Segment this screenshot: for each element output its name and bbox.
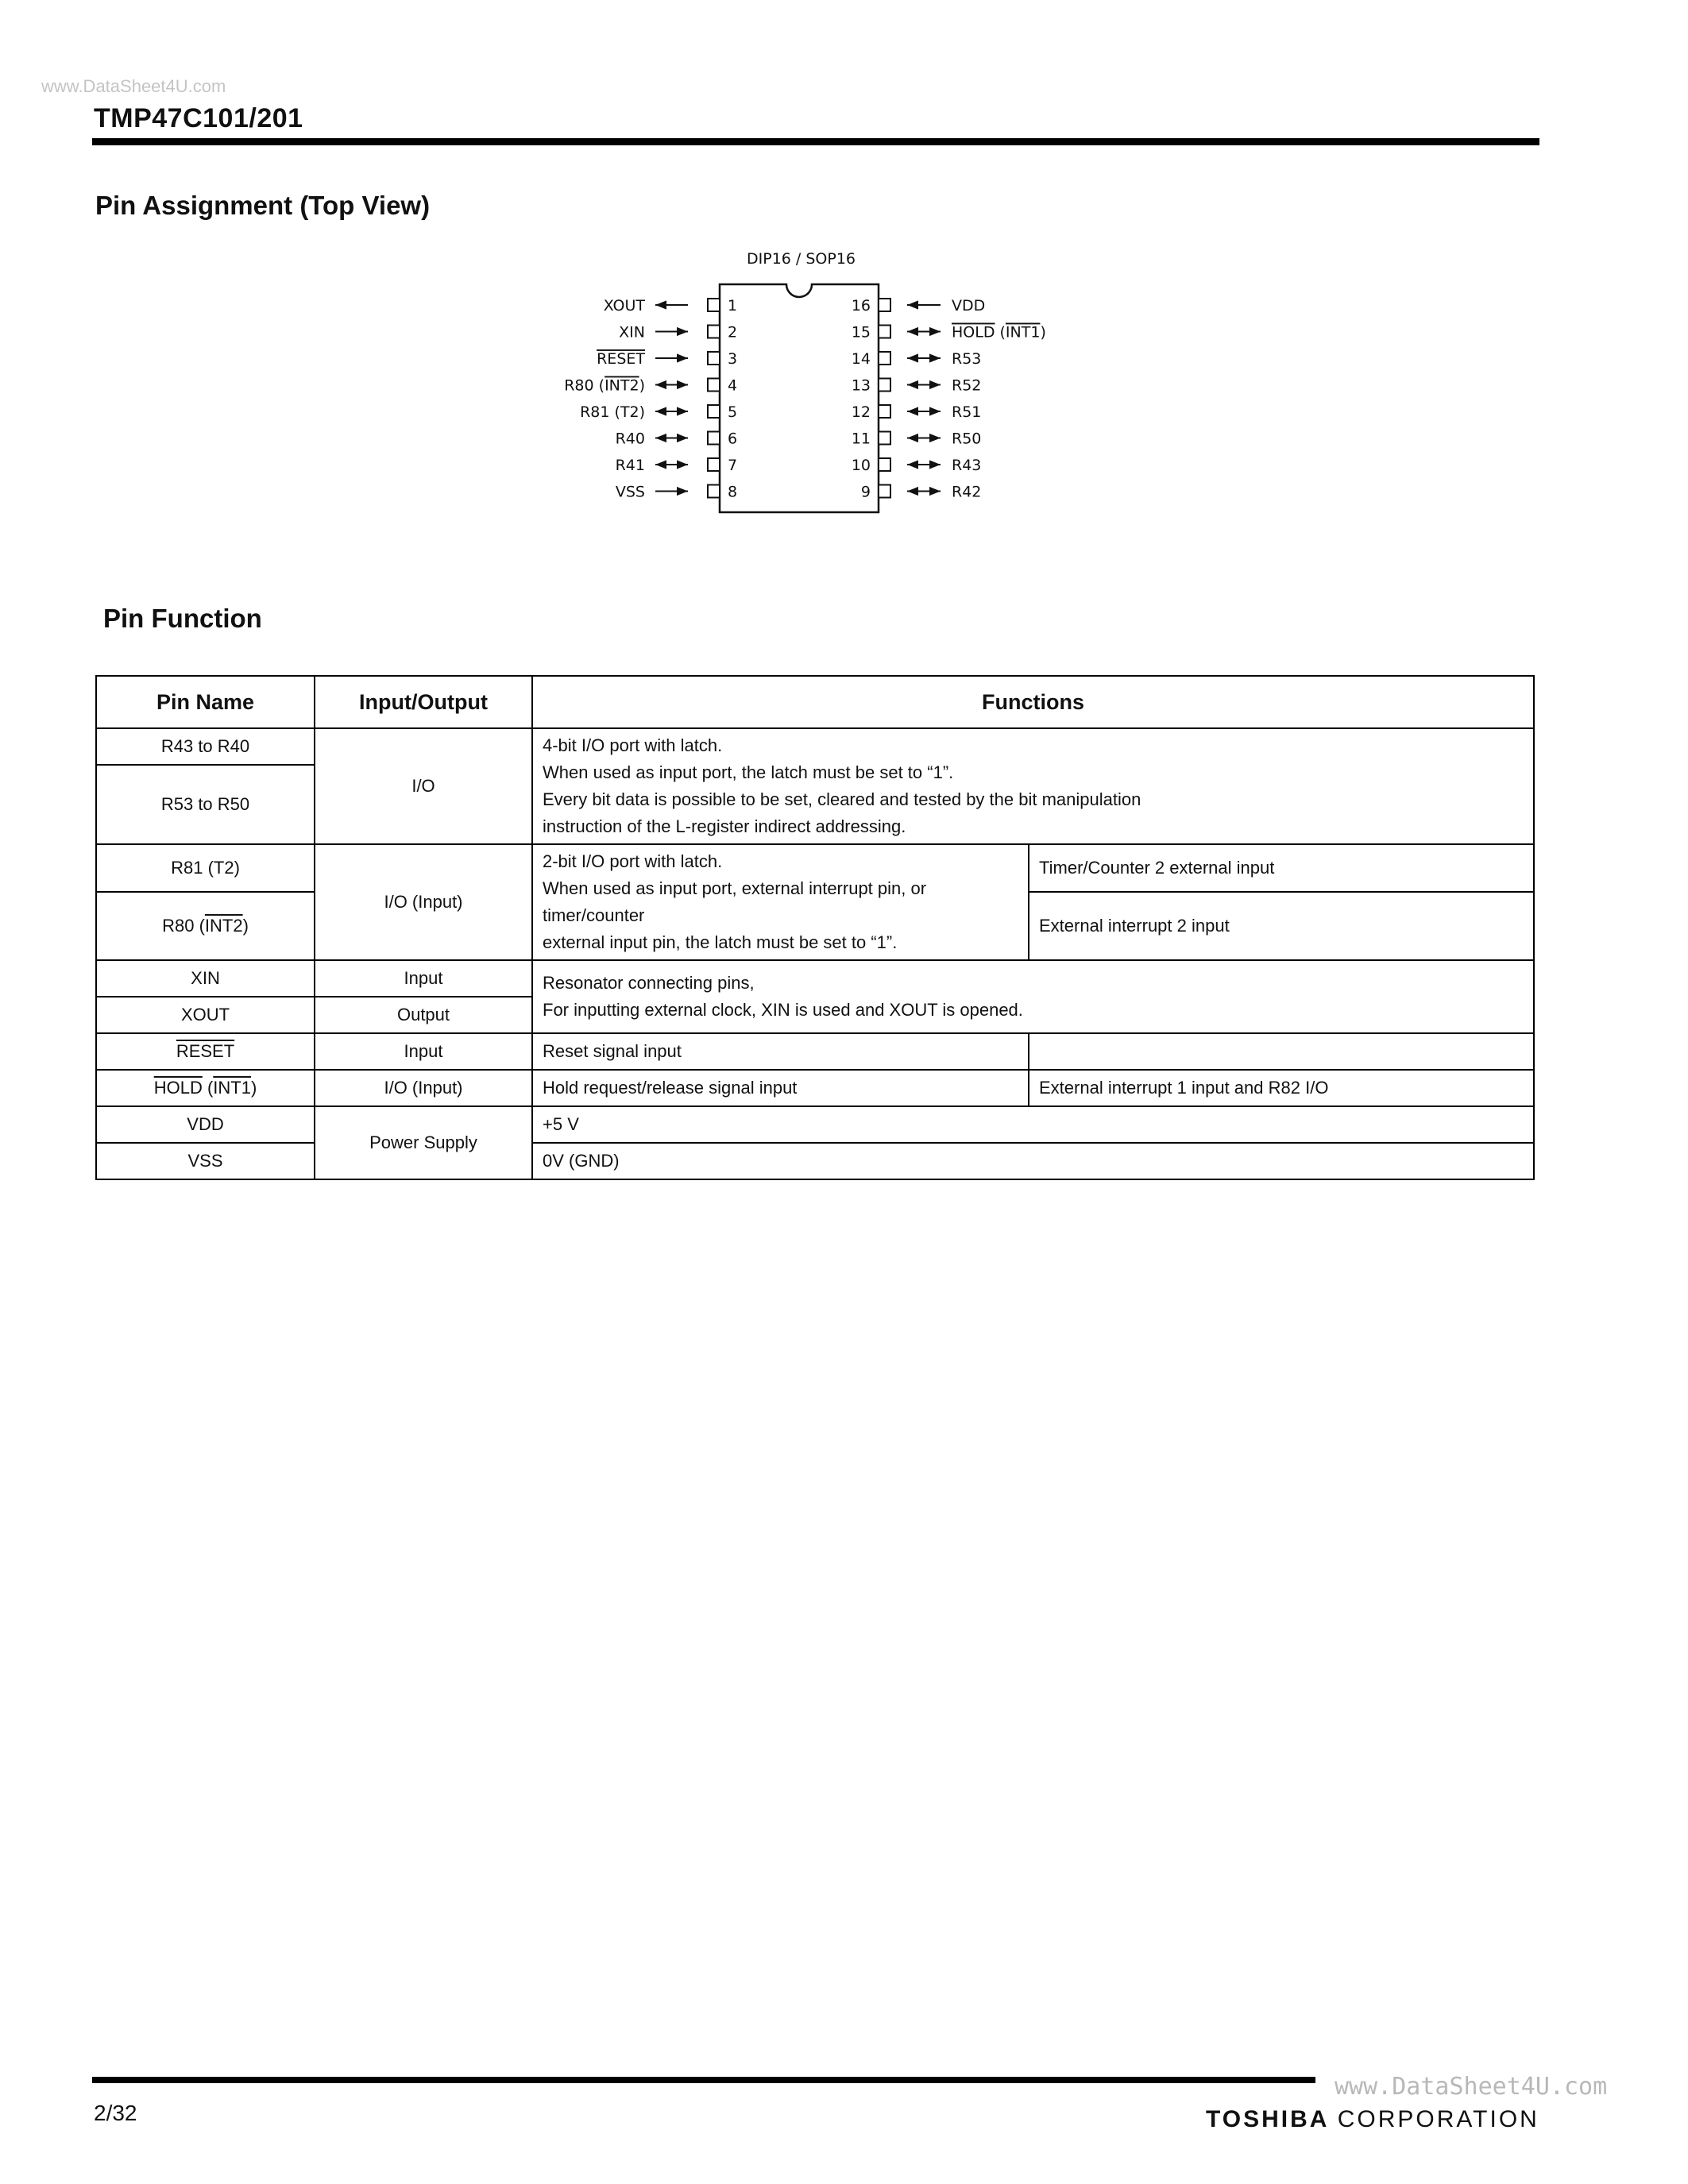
table-row — [96, 728, 1534, 765]
pin-number: 14 — [851, 350, 871, 368]
pin-pad — [708, 485, 720, 498]
pin-pad — [708, 299, 720, 311]
pin-left-4 — [564, 377, 737, 395]
pin-number: 3 — [728, 350, 738, 368]
table-row — [96, 1106, 1534, 1143]
pin-assignment-heading: Pin Assignment (Top View) — [95, 191, 431, 220]
function-line: external input pin, the latch must be set to “1”. — [543, 932, 898, 952]
pin-pad — [879, 458, 890, 471]
pin-pad — [879, 432, 890, 445]
pin-right-16 — [852, 297, 985, 314]
pin-left-6 — [616, 430, 737, 448]
pin-number: 10 — [851, 457, 871, 474]
extra-function-cell — [1029, 1033, 1534, 1070]
pin-label: R43 — [952, 457, 982, 474]
function-cell — [532, 960, 1534, 1033]
pin-name-part: R80 ( — [162, 915, 205, 936]
pin-number: 8 — [728, 483, 738, 501]
pin-pad — [879, 485, 890, 498]
pin-left-5 — [580, 403, 737, 421]
package-label: DIP16 / SOP16 — [747, 250, 856, 268]
function-cell — [532, 728, 1534, 844]
table-row — [96, 960, 1534, 997]
pin-function-table — [95, 675, 1535, 1180]
function-line: Every bit data is possible to be set, cleared and tested by the bit manipulation — [543, 789, 1141, 809]
pin-pad — [879, 326, 890, 338]
header-rule — [92, 138, 1539, 145]
pin-label: R81 (T2) — [580, 403, 645, 421]
io-cell: Output — [315, 997, 532, 1033]
pin-pad — [708, 326, 720, 338]
pin-label: R50 — [952, 430, 982, 448]
function-line: 4-bit I/O port with latch. — [543, 735, 723, 755]
pin-number: 2 — [728, 323, 738, 341]
function-line: instruction of the L-register indirect addressing. — [543, 816, 906, 836]
pin-number: 6 — [728, 430, 738, 448]
pin-name-cell — [96, 1033, 315, 1070]
function-cell: Hold request/release signal input — [532, 1070, 1029, 1106]
pin-pad — [708, 458, 720, 471]
col-pin-name: Pin Name — [96, 676, 315, 728]
pin-label: XIN — [619, 323, 645, 341]
function-cell — [532, 844, 1029, 960]
pin-pad — [879, 299, 890, 311]
pin-right-11 — [852, 430, 982, 448]
pin-name-part: ) — [242, 915, 249, 936]
pin-label: RESET — [597, 350, 645, 368]
function-line: When used as input port, external interrupt pin, or timer/counter — [543, 878, 927, 925]
pin-name-cell — [96, 892, 315, 960]
extra-function-cell: External interrupt 2 input — [1029, 892, 1534, 960]
pin-number: 9 — [860, 483, 871, 501]
col-functions: Functions — [532, 676, 1534, 728]
pin-pad — [879, 379, 890, 392]
pin-label: VDD — [952, 297, 986, 314]
pin-pad — [708, 379, 720, 392]
pin-left-7 — [616, 457, 737, 474]
pin-right-13 — [852, 377, 982, 395]
table-header-row — [96, 676, 1534, 728]
io-cell: Input — [315, 960, 532, 997]
pin-right-10 — [852, 457, 982, 474]
function-line: When used as input port, the latch must be set to “1”. — [543, 762, 954, 782]
pin-label: XOUT — [603, 297, 645, 314]
pin-name-cell: R53 to R50 — [96, 765, 315, 844]
pin-pad — [708, 432, 720, 445]
watermark-bottom: www.DataSheet4U.com — [1335, 2073, 1608, 2101]
pin-left-8 — [616, 484, 737, 501]
pin-left-2 — [619, 324, 737, 341]
pin-label: R41 — [615, 457, 645, 474]
pin-name-part: INT2 — [204, 915, 243, 936]
table-row — [96, 1143, 1534, 1179]
pin-name-cell: XOUT — [96, 997, 315, 1033]
pin-name-part: ( — [202, 1078, 214, 1098]
pin-function-heading: Pin Function — [103, 604, 262, 633]
pin-number: 1 — [728, 297, 738, 314]
pin-pad — [708, 352, 720, 365]
watermark-top: www.DataSheet4U.com — [41, 76, 226, 96]
pin-number: 16 — [851, 297, 871, 314]
pin-right-9 — [861, 484, 981, 501]
pin-label: R53 — [952, 350, 982, 368]
pin-right-14 — [852, 350, 982, 368]
pin-number: 4 — [728, 376, 738, 395]
pin-name-part: INT1 — [213, 1078, 251, 1098]
pin-name-part: HOLD — [153, 1078, 203, 1098]
pin-diagram — [540, 238, 1112, 532]
brand-corporation: CORPORATION — [1337, 2106, 1539, 2132]
pin-label: R52 — [952, 376, 982, 395]
pin-name-part: ) — [250, 1078, 257, 1098]
table-row — [96, 844, 1534, 892]
brand-logo — [1206, 2106, 1539, 2133]
io-cell: I/O (Input) — [315, 844, 532, 960]
pin-right-15 — [852, 324, 1046, 341]
page-number: 2/32 — [94, 2101, 137, 2125]
pin-left-3 — [597, 350, 737, 368]
pin-name-cell: R81 (T2) — [96, 844, 315, 892]
extra-function-cell: External interrupt 1 input and R82 I/O — [1029, 1070, 1534, 1106]
io-cell: Power Supply — [315, 1106, 532, 1179]
pin-label: R40 — [615, 430, 645, 448]
function-cell: +5 V — [532, 1106, 1534, 1143]
pin-number: 7 — [728, 457, 738, 474]
pin-name-part: RESET — [176, 1041, 235, 1061]
table-row — [96, 1070, 1534, 1106]
pin-left-1 — [604, 297, 737, 314]
pin-number: 5 — [728, 403, 738, 421]
function-cell: 0V (GND) — [532, 1143, 1534, 1179]
table-row — [96, 1033, 1534, 1070]
pin-label: HOLD (INT1) — [952, 323, 1046, 341]
function-line: 2-bit I/O port with latch. — [543, 851, 723, 871]
ic-body — [720, 284, 879, 512]
pin-label: R42 — [952, 483, 982, 501]
pin-label: R51 — [952, 403, 982, 421]
footer-rule — [92, 2077, 1315, 2083]
pin-number: 13 — [851, 376, 871, 395]
pin-label: VSS — [615, 483, 645, 501]
pin-right-12 — [852, 403, 982, 421]
pin-pad — [879, 405, 890, 418]
io-cell: Input — [315, 1033, 532, 1070]
function-cell: Reset signal input — [532, 1033, 1029, 1070]
io-cell: I/O — [315, 728, 532, 844]
pin-number: 12 — [851, 403, 871, 421]
io-cell: I/O (Input) — [315, 1070, 532, 1106]
function-line: Resonator connecting pins, — [543, 973, 755, 993]
pin-number: 11 — [851, 430, 871, 448]
extra-function-cell: Timer/Counter 2 external input — [1029, 844, 1534, 892]
brand-name: TOSHIBA — [1206, 2106, 1329, 2132]
pin-number: 15 — [851, 323, 871, 341]
pin-pad — [879, 352, 890, 365]
pin-name-cell: XIN — [96, 960, 315, 997]
document-title: TMP47C101/201 — [94, 103, 303, 133]
pin-label: R80 (INT2) — [564, 376, 645, 395]
pin-name-cell: R43 to R40 — [96, 728, 315, 765]
pin-name-cell: VDD — [96, 1106, 315, 1143]
pin-pad — [708, 405, 720, 418]
pin-name-cell: VSS — [96, 1143, 315, 1179]
function-line: For inputting external clock, XIN is used and XOUT is opened. — [543, 1000, 1023, 1020]
pin-name-cell — [96, 1070, 315, 1106]
col-input-output: Input/Output — [315, 676, 532, 728]
